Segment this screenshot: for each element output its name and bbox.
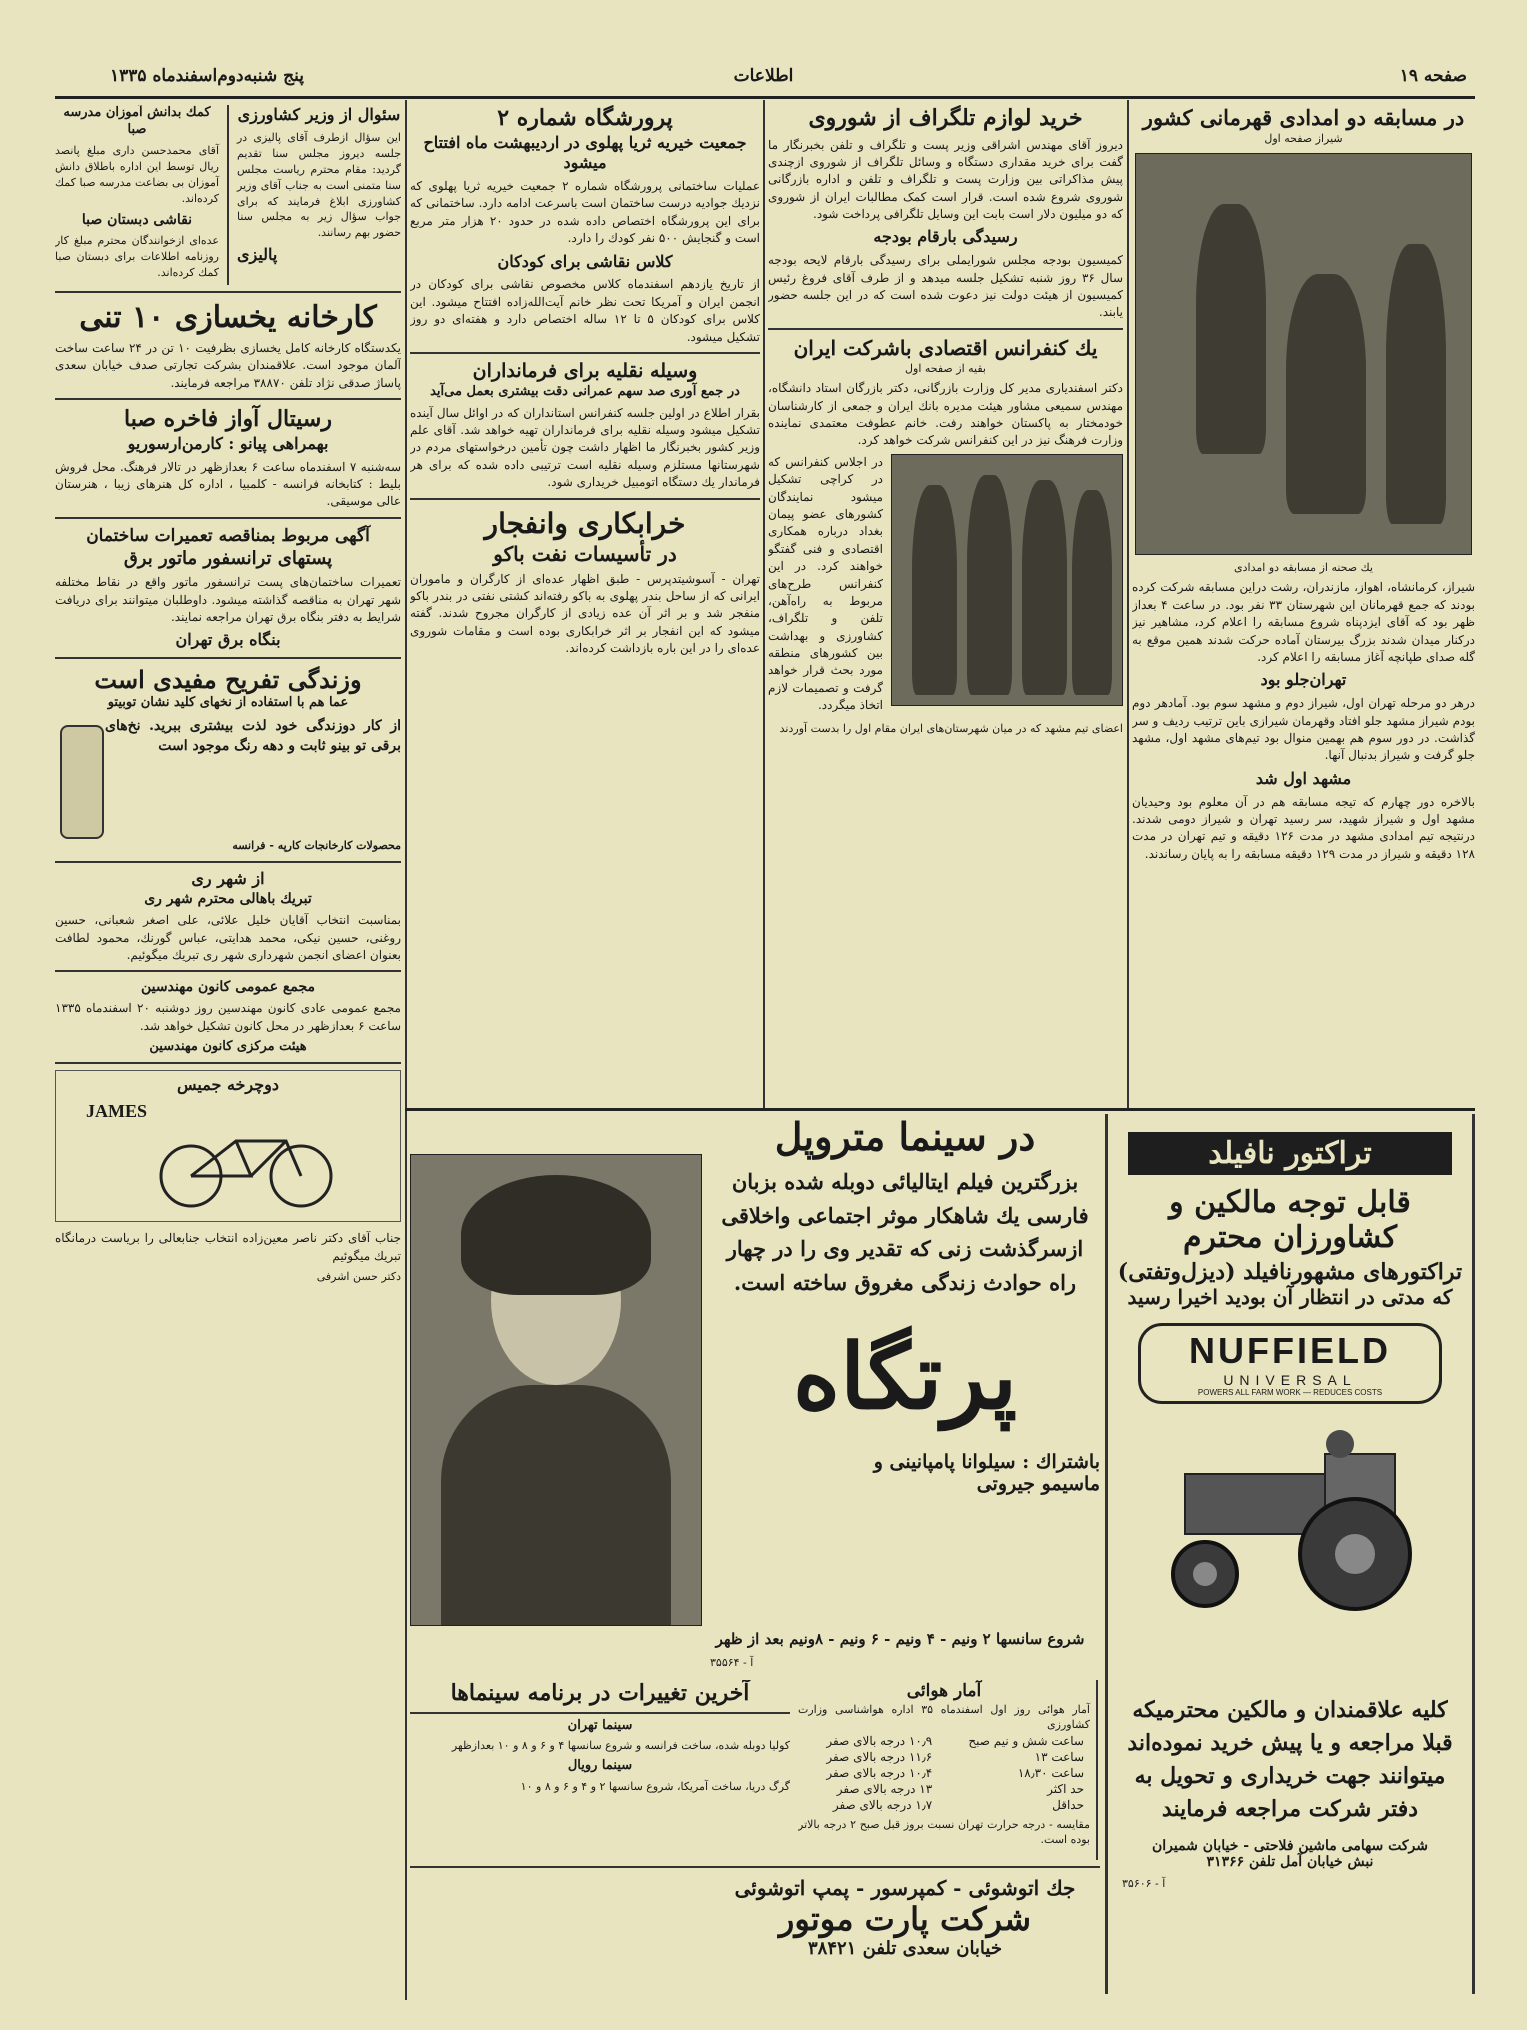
weather-value: ۱۰٫۴ درجه بالای صفر	[826, 1765, 933, 1780]
ice-factory-body: یکدستگاه کارخانه کامل یخسازی بظرفیت ۱۰ تن در ۲۴ ساعت ساخت آلمان موجود است. علاقمندان بشرکت تجارتی صدف خیابان سعدی پاساژ صدقی نژاد تلفن ۳۸۸۷۰ مراجعه فرمایند.	[55, 341, 401, 390]
thread-ad-title: وزندگی تفریح مفیدی است	[94, 665, 362, 695]
governors-vehicle-title: وسیله نقلیه برای فرمانداران	[472, 360, 698, 383]
metropole-ad	[410, 1114, 1100, 1674]
conference-body-2: در اجلاس کنفرانس که در کراچی تشکیل میشود نمایندگان کشورهای عضو پیمان بغداد درباره همکاری اقتصادی و فنی گفتگو خواهند کرد. در این کنفرانس طرح‌های مربوط به راه‌آهن، تلفن و تلگراف، کشاورزی و بهداشت بین کشورهای منطقه مورد بحث قرار خواهد گرفت و تصمیمات لازم اتخاذ میگردد.	[768, 454, 883, 713]
tractor-ad-banner: تراکتور نافیلد	[1128, 1132, 1452, 1175]
thread-ad-sub: عما هم با استفاده از نخهای کلید نشان توبیتو	[107, 695, 349, 711]
bicycle-brand: JAMES	[86, 1101, 148, 1122]
weather-value: ۱٫۷ درجه بالای صفر	[832, 1797, 933, 1812]
weather-row	[798, 1765, 1090, 1781]
weather-box	[798, 1680, 1098, 1860]
film-cast-2: ماسیمو جیروتی	[976, 1473, 1100, 1496]
painting-class-title: کلاس نقاشی برای کودکان	[497, 251, 673, 271]
metropole-body: بزرگترین فیلم ایتالیائی دوبله شده بزبان فارسی يك شاهكار موثر اجتماعی واخلاقی ازسرگذشت زنی كه تقدیر وی را در چهار راه حوادث زندگی مغروق ساخته است.	[721, 1169, 1089, 1295]
section-rule	[405, 1108, 1475, 1111]
weather-label: حداقل	[1052, 1797, 1084, 1812]
bicycle-ad-title: دوچرخه جمیس	[177, 1075, 279, 1095]
part-motor-line-1: جك اتوشوئی - کمپرسور - پمپ اتوشوئی	[734, 1876, 1076, 1900]
issue-date: پنج شنبه‌دوم‌اسفندماه ۱۳۳۵	[110, 66, 304, 86]
budget-subtitle: رسیدگی بارقام بودجه	[873, 227, 1018, 247]
nuffield-brand-sub: UNIVERSAL	[1223, 1372, 1357, 1388]
rey-sub: تبریك باهالی محترم شهر ری	[144, 890, 312, 907]
nuffield-tagline: POWERS ALL FARM WORK — REDUCES COSTS	[1197, 1388, 1383, 1397]
sabotage-body: تهران - آسوشیتدپرس - طبق اظهار عده‌ای از کارگران و ماموران ایرانی که از ساحل بندر پهلوی به باکو رفته‌اند کشتی نفتی در بندر باکو منفجر شد و بر اثر آن عده زیادی از کارگران مجروح شدند. گفته میشود که این انفجار بر اثر خرابکاری بوده است و مقامات شوروی عده‌ای را در این باره بازداشت کرده‌اند.	[410, 571, 760, 656]
showtimes: شروع سانسها ۲ ونیم - ۴ ونیم - ۶ ونیم - ۸ونیم بعد از ظهر	[715, 1630, 1085, 1648]
recital-sub: بهمراهی پیانو : کارمن‌ارسوریو	[127, 433, 329, 453]
recital-body: سه‌شنبه ۷ اسفندماه ساعت ۶ بعدازظهر در تالار فرهنگ. محل فروش بلیط : کتابخانه فرانسه - کلمبیا ، اداره کل هنرهای زیبا ، هنرستان عالی موسیقی.	[55, 459, 401, 509]
cinema-changes-title: آخرین تغییرات در برنامه سینماها	[410, 1680, 790, 1714]
weather-title: آمار هوائی	[906, 1681, 982, 1701]
saba-aid-body: آقای محمدحسن داری مبلغ پانصد ریال توسط این اداره باطلاق دانش آموزان بی بضاعت مدرسه صبا کمك کرده‌اند.	[55, 143, 219, 205]
question-body: این سؤال ازطرف آقای پالیزی در جلسه دیروز مجلس سنا تقدیم گردید: مقام محترم ریاست مجلس سنا متمنی است به جناب آقای وزیر کشاورزی ابلاغ فرمایند که برای جواب سؤال زیر به مجلس سنا حضور بهم رسانند.	[237, 130, 401, 240]
conference-title: یك کنفرانس اقتصادی باشرکت ایران	[793, 335, 1098, 360]
tender-sub: پستهای ترانسفور ماتور برق	[123, 547, 333, 569]
rey-body: بمناسبت انتخاب آقایان خلیل علائی، علی اصغر شعبانی، حسین روغنی، حسین نیکی، محمد هدایتی، عباس گورنك، محمود لطافت بعنوان اعضای انجمن شهرداری شهر ری تبریك میگوئیم.	[55, 913, 401, 962]
header-rule	[55, 96, 1475, 99]
weather-value: ۱۰٫۹ درجه بالای صفر	[826, 1733, 933, 1748]
relay-race-article	[1132, 105, 1475, 1105]
weather-row	[798, 1781, 1090, 1797]
bicycle-ad	[55, 1070, 401, 1222]
tractor-bottom-3: میتوانند جهت خریداری و تحویل به	[1134, 1763, 1446, 1789]
part-motor-line-2: شرکت پارت موتور	[778, 1900, 1032, 1938]
relay-race-byline: شیراز صفحه اول	[1264, 132, 1343, 146]
thread-ad-body: از کار دوزندگی خود لذت بیشتری ببرید. نخ‌های برقی تو بینو ثابت و دهه رنگ موجود است	[105, 718, 401, 755]
film-cast-1: باشتراك : سیلوانا پامپانینی و	[873, 1451, 1100, 1474]
relay-photo-caption: یك صحنه از مسابقه دو امدادی	[1234, 561, 1373, 574]
weather-label: ساعت ۱۸٫۳۰	[1017, 1765, 1084, 1780]
weather-row	[798, 1733, 1090, 1749]
weather-row	[798, 1749, 1090, 1765]
orphanage-sub: جمعیت خیریه ثریا پهلوی در اردیبهشت ماه افتتاح میشود	[423, 132, 747, 173]
weather-label: ساعت ۱۳	[1034, 1749, 1084, 1764]
cinema-tehran-body: کولیا دوبله شده، ساخت فرانسه و شروع سانسها ۴ و ۶ و ۸ و ۱۰ بعدازظهر	[451, 1739, 790, 1753]
congrats-sign: دکتر حسن اشرفی	[316, 1269, 401, 1283]
column-rule	[405, 100, 407, 2000]
relay-race-photo	[1135, 153, 1472, 555]
painting-class-body: از تاریخ یازدهم اسفندماه کلاس مخصوص نقاشی برای کودکان در انجمن ایران و آمریکا تحت نظر خانم آیت‌الله‌زاده افتتاح میشود. این کلاس برای کودکان ۵ تا ۱۲ ساله اختصاص دارد و هفته‌ای دو روز تشکیل میشود.	[410, 277, 760, 344]
tractor-bottom-1: کلیه علاقمندان و مالکین محترمیکه	[1132, 1697, 1448, 1723]
weather-table	[798, 1733, 1090, 1813]
column-rule	[763, 100, 765, 1110]
tractor-company: شرکت سهامی ماشین فلاحتی - خیابان شمیران	[1151, 1838, 1429, 1854]
governors-vehicle-body: بقرار اطلاع در اولین جلسه کنفرانس استانداران که در اوائل سال آینده تشکیل میشود وسیله نقلیه برای فرمانداران تهیه خواهد شد. آقای علم وزیر کشور بخبرنگار ما اظهار داشت چون تأمین درخواستهای مردم در شهرستانها مستلزم وسیله نقلیه است ترتیبی داده شده که برای هر فرماندار یك دستگاه اتومبیل خریداری شود.	[410, 405, 760, 490]
cinema-changes	[410, 1680, 790, 1860]
conference-body-1: دکتر اسفندیاری مدیر کل وزارت بازرگانی، دکتر بازرگان استاد دانشگاه، مهندس سمیعی مشاور هیئت مدیره بانك ایران و جمعی از کارشناسان خودمختار به پاکستان خواهند رفت. خانم عطوفت معتمدی نماینده وزارت فرهنگ نیز در این کنفرانس شرکت خواهد کرد.	[768, 381, 1123, 448]
cinema-royal-body: گرگ دریا، ساخت آمریکا، شروع سانسها ۲ و ۴ و ۶ و ۸ و ۱۰	[520, 1780, 790, 1794]
film-title: پرتگاه	[792, 1324, 1018, 1431]
thread-spool-icon	[60, 725, 104, 839]
relay-body-2: درهر دو مرحله تهران اول، شیراز دوم و مشهد سوم بود. آمادهر دوم بودم شیراز مشهد جلو افتاد وقهرمان شیرازی باین ترتیب ردیف و سر گذاشت. در دور سوم هم بهمین منوال بود تیم‌های مشهد اول، مشهد جلو گرفت و شیراز بدنبال آنها.	[1132, 696, 1475, 763]
engineers-title: مجمع عمومی کانون مهندسین	[140, 979, 316, 996]
tractor-icon	[1125, 1414, 1455, 1614]
weather-note: مقایسه - درجه حرارت تهران نسبت بروز قبل صبح ۲ درجه بالاتر بوده است.	[798, 1817, 1091, 1847]
cinema-royal: سینما رویال	[567, 1758, 633, 1774]
question-title: سئوال از وزیر کشاورزی	[237, 105, 401, 124]
part-motor-line-3: خیابان سعدی تلفن ۳۸۴۲۱	[808, 1938, 1002, 1959]
question-sign: پالیزی	[237, 245, 278, 265]
governors-vehicle-sub: در جمع آوری صد سهم عمرانی دقت بیشتری بعمل می‌آید	[430, 383, 740, 399]
weather-value: ۱۱٫۶ درجه بالای صفر	[826, 1749, 933, 1764]
tractor-line-3: تراکتورهای مشهورنافیلد (دیزل‌وتفتی)	[1117, 1259, 1463, 1285]
conference-byline: بقیه از صفحه اول	[905, 361, 986, 375]
orphanage-title: پرورشگاه شماره ۲	[497, 105, 673, 131]
relay-sub-2: مشهد اول شد	[1255, 768, 1352, 788]
tractor-bottom-2: قبلا مراجعه و یا پیش خرید نموده‌اند	[1127, 1730, 1453, 1756]
metropole-title: در سینما متروپل	[774, 1114, 1036, 1159]
part-motor-ad	[410, 1866, 1100, 2001]
metropole-code: آ - ۳۵۵۶۴	[710, 1655, 754, 1669]
saba-aid-title: کمك بدانش آموزان مدرسه صبا	[63, 105, 211, 137]
nuffield-ad	[1105, 1114, 1475, 1994]
orphanage-article	[410, 105, 760, 1105]
relay-body-1: شیراز، کرمانشاه، اهواز، مازندران، رشت دراین مسابقه شرکت کرده بودند که جمع قهرمانان این شهرستان ۳۳ نفر بود. در ساعت ۴ بعداز ظهر بود که آقای ایزدپناه شروع مسابقه را اعلام کرد، مشاهیر نیز درکنار میدان شدند بزرگ بیرستان آماده حرکت شدند همین موقع به گله صدای طپانچه آغاز مسابقه را اعلام کرد.	[1132, 580, 1475, 664]
tractor-code: آ - ۳۵۶۰۶	[1122, 1877, 1166, 1890]
actress-photo	[410, 1154, 702, 1626]
tender-sign: بنگاه برق تهران	[175, 630, 281, 650]
team-photo	[891, 454, 1123, 706]
weather-row	[798, 1797, 1090, 1813]
weather-label: حد اکثر	[1047, 1781, 1084, 1796]
sabotage-title: خرابکاری وانفجار	[484, 506, 686, 540]
thread-ad	[55, 665, 401, 855]
tractor-bottom-4: دفتر شرکت مراجعه فرمایند	[1161, 1796, 1419, 1822]
thread-ad-sign: محصولات کارخانجات کارپه - فرانسه	[232, 838, 401, 852]
telegraph-title: خرید لوازم تلگراف از شوروی	[808, 105, 1083, 131]
engineers-sign: هیئت مرکزی کانون مهندسین	[149, 1039, 307, 1055]
tender-body: تعمیرات ساختمان‌های پست ترانسفور ماتور واقع در نقاط مختلفه شهر تهران به مناقصه گذاشته میشود. داوطلبان میتوانند برای دریافت شرایط به دفتر بنگاه برق تهران مراجعه نمایند.	[55, 575, 401, 624]
relay-sub-1: تهران‌جلو بود	[1260, 670, 1347, 690]
relay-body-3: بالاخره دور چهارم که تیجه مسابقه هم‌ در آن معلوم بود وحیدیان مشهد اول و شیراز شهید، سر رسید تهران و شیراز دومی شدند. درنتیجه تیم امدادی مشهد در مدت ۱۲۶ دقیقه و تیم تهران در مدت ۱۲۸ دقیقه و شیراز در مدت ۱۲۹ دقیقه مسابقه را به پایان رساندند.	[1132, 794, 1475, 861]
saba-paint-body: عده‌ای ازخوانندگان محترم مبلغ کار روزنامه اطلاعات برای دبستان صبا کمك کرده‌اند.	[55, 233, 219, 279]
saba-paint-title: نقاشی دبستان صبا	[81, 211, 193, 228]
congrats-body: جناب آقای دکتر ناصر معین‌زاده انتخاب جنابعالی را بریاست درمانگاه تبریك میگوئیم	[55, 1231, 401, 1263]
relay-race-title: در مسابقه دو امدادی قهرمانی کشور	[1142, 105, 1465, 130]
left-column	[55, 105, 401, 2005]
weather-value: ۱۳ درجه بالای صفر	[836, 1781, 933, 1796]
rey-title: از شهر ری	[191, 869, 265, 889]
telegraph-body-1: دیروز آقای مهندس اشراقی وزیر پست و تلگراف و تلفن بخبرنگار ما گفت برای خرید مقداری دستگاه و وسائل تلگراف از شوروی ازچندی پیش مذاکراتی بین وزارت پست و تلگراف و تلفن و اداره بازرگانی شوروی شروع شده است. قرار است کمک مطالبات ایران از شوروی که دو میلیون دلار است بابت این وسایل تلگرافی پرداخت شود.	[768, 137, 1123, 222]
telegraph-article	[768, 105, 1123, 1105]
tractor-line-2: کشاورزان محترم	[1182, 1220, 1398, 1255]
tractor-phone: نبش خیابان آمل تلفن ۳۱۳۶۶	[1206, 1854, 1374, 1870]
bicycle-icon	[146, 1111, 346, 1211]
nuffield-brand: NUFFIELD	[1189, 1330, 1391, 1371]
team-photo-caption: اعضای تیم مشهد که در میان شهرستان‌های ایران مقام اول را بدست آوردند	[779, 721, 1123, 735]
budget-body: کمیسیون بودجه مجلس شورایملی برای رسیدگی بارقام لایحه بودجه سال ۳۶ روز شنبه تشکیل جلسه میدهد و از طرف آقای فروغ رئیس کمیسیون از هیئت دولت نیز دعوت شده است که در این جلسه حضور یابند.	[768, 253, 1123, 320]
tender-title: آگهی مربوط بمناقصه تعمیرات ساختمان	[86, 525, 370, 546]
cinema-tehran: سینما تهران	[567, 1717, 633, 1733]
page-number: صفحه ۱۹	[1399, 66, 1467, 86]
recital-title: رسیتال آواز فاخره صبا	[124, 406, 332, 433]
engineers-body: مجمع عمومی عادی کانون مهندسین روز دوشنبه ۲۰ اسفندماه ۱۳۳۵ ساعت ۶ بعدازظهر در محل کانون تشکیل خواهد شد.	[55, 1001, 401, 1033]
nuffield-logo	[1138, 1323, 1442, 1404]
sabotage-sub: در تأسیسات نفت باکو	[493, 541, 677, 566]
tractor-line-1: قابل توجه مالکین و	[1169, 1185, 1411, 1220]
weather-intro: آمار هوائی روز اول اسفندماه ۳۵ اداره هواشناسی وزارت کشاورزی	[798, 1703, 1090, 1732]
tractor-line-4: که مدتی در انتظار آن بودید اخیرا رسید	[1127, 1285, 1453, 1309]
orphanage-body: عملیات ساختمانی پرورشگاه شماره ۲ جمعیت خیریه ثریا پهلوی که نزدیك جوادیه درست ساختمان است باسرعت ادامه دارد. ساختمانی که برای این پرورشگاه اختصاص داده شده در حدود ۲۰ هزار متر مربع است و گنجایش ۵۰۰ نفر کودك را دارد.	[410, 179, 760, 246]
column-rule	[1127, 100, 1129, 1110]
weather-label: ساعت شش و نیم صبح	[968, 1733, 1084, 1748]
ice-factory-title: کارخانه یخسازی ۱۰ تنی	[79, 299, 377, 335]
newspaper-name: اطلاعات	[733, 66, 794, 86]
